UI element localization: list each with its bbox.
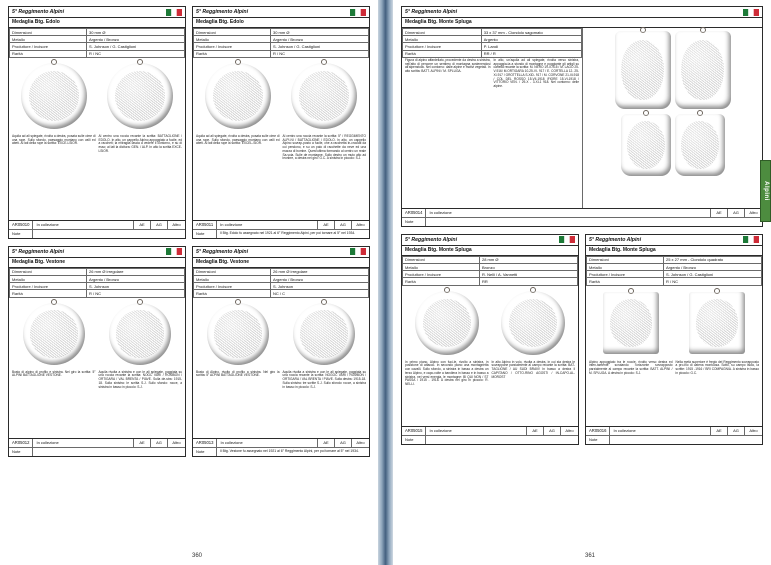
note-text: Il Btg. Vestone fu assegnato nel 1921 al 6° Reggimento Alpini, per poi tornare al 5° nel 1934. — [220, 448, 359, 453]
spec-label: Produttore / Incisore — [587, 271, 664, 278]
card-title: 5° Reggimento Alpini — [405, 236, 458, 243]
spec-value: Argento — [481, 36, 581, 43]
spec-value: Argento / Bronzo — [271, 36, 369, 43]
code-row — [402, 208, 762, 217]
spec-label: Dimensioni — [194, 29, 271, 36]
spec-row — [403, 43, 582, 50]
spec-row — [194, 29, 369, 36]
spec-row — [194, 283, 369, 290]
spec-label: Produttore / Incisore — [10, 283, 87, 290]
medal-images — [9, 298, 185, 370]
medal-images — [193, 58, 369, 134]
spec-value: RR — [480, 278, 578, 285]
description-obverse: Figura di alpino affardellato, procedente da destra a sinistra, nell'atto di percorre un sentiero di montagna sostenendosi all'alpenstock. Nel contorno: dalle alpine e motivi vegetali. In alto scritta: BATT. ALPINI / M. SPLUGA. — [405, 57, 491, 74]
card-title: 5° Reggimento Alpini — [589, 236, 642, 243]
description-reverse: Nella metà superiore è fregio del Reggimento sovrapposto a pro-filo di catena montuosa. Sotto, su campo liscio, la scritte: 1915 -1916 / BRI COMPAGNIA. A sinistra in basso in piccolo: G.C. — [675, 359, 759, 375]
metal-ae-cell[interactable]: AE — [134, 439, 151, 447]
spec-label: Produttore / Incisore — [403, 43, 482, 50]
spec-value: RR / R — [481, 50, 581, 57]
catalog-code: AR05012 — [9, 439, 33, 447]
note-label: Note — [402, 436, 426, 444]
medal-variant-reverse — [675, 114, 725, 176]
medal-reverse — [675, 289, 759, 358]
spec-row — [403, 36, 582, 43]
card-header — [402, 7, 762, 18]
medal-variant-obverse — [621, 114, 671, 176]
metal-ag-cell[interactable]: AG — [335, 221, 352, 229]
catalog-code: AR05015 — [402, 427, 426, 435]
catalog-card[interactable] — [585, 234, 763, 445]
spec-table — [9, 28, 185, 58]
spec-label: Metallo — [194, 275, 271, 282]
spec-value: 28 mm Ø — [480, 256, 578, 263]
spec-row — [10, 290, 185, 297]
spec-label: Rarità — [194, 50, 271, 57]
code-row — [402, 426, 578, 435]
spec-row — [587, 256, 762, 263]
spec-value: 26 mm Ø irregolare — [87, 268, 185, 275]
card-subtitle: Medaglia Btg. Monte Spluga — [586, 246, 762, 256]
spec-label: Dimensioni — [403, 256, 480, 263]
card-title: 5° Reggimento Alpini — [405, 8, 458, 15]
metal-ae-cell[interactable]: AE — [711, 427, 728, 435]
descriptions — [9, 134, 185, 220]
spec-row — [403, 256, 578, 263]
note-row — [9, 447, 185, 456]
spec-row — [587, 263, 762, 270]
metal-altro-cell[interactable]: Altro — [356, 440, 365, 445]
spec-label: Rarità — [403, 278, 480, 285]
spec-label: Rarità — [403, 50, 482, 57]
note-row — [193, 229, 369, 238]
metal-ae-cell[interactable]: AE — [134, 221, 151, 229]
descriptions — [402, 58, 582, 208]
medal-obverse — [196, 301, 280, 368]
description-reverse: In alto, un'aquila ad ali spiegate, rivolta verso sinistra, appoggia-ta a stondo di montagne e poggiante gli artigli su cartella recante la scritta: M. NERO 19-X-915 / M. LAGO 25-V-916/ M.ORTIGARA 10-25-VI- 917 / E. CORTELLA 12- 25-XI-917 / GROTTELLA S-XID- 917 / M. CORVONE 21-III-918 / COL DEL ROSSO 15-VII-1918 /FIORE 15-VI-1918 / VITTORIO VEN. / 29-X - 3-XI-1 918. Nel contorno: delle alpine. — [493, 57, 579, 89]
spec-label: Dimensioni — [10, 29, 87, 36]
card-title: 5° Reggimento Alpini — [12, 248, 65, 255]
description-reverse: Al centro una roccia recante la scritta: BATTAGLIONE / EDOLO. In alto, un cappello Alpino appoggiato a fucile, ed a raccheti; la mitraglia lascia a vedere il contorno, e su di esso; ai lati la dicitura: GEN. / ALP. In alto la scritta EXCE-LSIOR. — [98, 133, 182, 153]
spec-value: R / NC — [87, 50, 185, 57]
medal-reverse — [98, 301, 182, 368]
catalog-card[interactable] — [192, 246, 370, 457]
metal-ag-cell[interactable]: AG — [335, 439, 352, 447]
left-page-bottom-row — [8, 246, 370, 457]
description-obverse: In primo piano, Alpino con fuci-le, rivolto a sinistra, in posizione di attacco. In secondo piano una montagnetta con cavalli. Sullo sfondo, a sinistra in basso a destra un terzo Alpino, e capo-volte a bandiera in basso e in basso a sinistra, nei versi energia, le montagne: BI QUI NON / ST PASSA / 1915 - 1918. A destra nel giro in piccolo: R. NELLI. — [405, 359, 489, 387]
code-row — [9, 438, 185, 447]
card-header — [193, 7, 369, 18]
spec-row — [194, 43, 369, 50]
in-collection-label[interactable]: In collezione — [426, 209, 711, 217]
medal-images-bottom — [586, 114, 759, 176]
description-obverse: Aquila ad ali spiegate, rivolta a destra, posata sulle cime di una rupe. Sullo sfondo, paesaggio montano con valli ed abeti. Ai lati della rupe la scritta: EXCE-LSIOR. — [12, 133, 96, 146]
medal-images-top — [586, 31, 759, 109]
spec-value: R / NC — [664, 278, 762, 285]
in-collection-label[interactable]: In collezione — [33, 439, 134, 447]
note-text — [610, 436, 762, 444]
spec-value: R / NC — [87, 290, 185, 297]
spec-table — [402, 256, 578, 286]
spec-row — [403, 50, 582, 57]
description-reverse: In alto Alpino in volo, rivolta a destra, in cui sta destra le sovrappone parzialmente al campo recante la scritta: BAT-TAGLIONE / AU SUDI BRAVI! In basso a destra il CAPITANO / OTTO-RINO AGOSTI / IN-CAPO-AL-MOROST — [491, 359, 575, 379]
note-label: Note — [402, 218, 426, 226]
metal-altro-cell[interactable]: Altro — [749, 428, 758, 433]
section-tab-label: Alpini — [762, 181, 769, 201]
spec-value: S. Johnson / G. Castiglioni — [87, 43, 185, 50]
catalog-card[interactable] — [8, 246, 186, 457]
metal-ae-cell[interactable]: AE — [318, 439, 335, 447]
spec-label: Dimensioni — [10, 268, 87, 275]
catalog-code: AR05011 — [193, 221, 217, 229]
description-obverse: Aquila ad ali spiegate, rivolta a destra, posata sulle cime di una rupe. Sullo sfondo, paesaggio montano con valli ed abeti. Ai lati della rupe la scritta: EXCEL-SIOR. — [196, 133, 280, 146]
note-label: Note — [9, 448, 33, 456]
right-page-bottom-row — [401, 234, 763, 445]
card-subtitle: Medaglia Btg. Vestone — [193, 258, 369, 268]
metal-altro-cell[interactable]: Altro — [749, 210, 758, 216]
medal-images — [402, 286, 578, 360]
spec-row — [194, 36, 369, 43]
spec-row — [194, 268, 369, 275]
medal-obverse — [405, 289, 489, 358]
descriptions — [586, 360, 762, 426]
catalog-card[interactable] — [401, 234, 579, 445]
spec-row — [403, 278, 578, 285]
note-label: Note — [193, 230, 217, 238]
spec-value: 25 x 27 mm - Ciondolo quadrato — [664, 256, 762, 263]
metal-ae-cell[interactable]: AE — [711, 209, 728, 217]
in-collection-label[interactable]: In collezione — [33, 221, 134, 229]
description-obverse: Busto di alpino di profilo e sinistra. Nel giro la scritta: 5° ALPINI BATTAGLIONE VESTONE. — [12, 369, 96, 378]
code-row — [193, 220, 369, 229]
spec-value: S. Johnson — [271, 283, 369, 290]
spec-value: Argento / Bronzo — [271, 275, 369, 282]
medal-obverse — [12, 61, 96, 132]
metal-ae-cell[interactable]: AE — [318, 221, 335, 229]
page-number-right: 361 — [584, 553, 595, 559]
italy-flag-icon — [559, 236, 575, 243]
spec-row — [194, 290, 369, 297]
spec-value: R / NC — [271, 50, 369, 57]
metal-ag-cell[interactable]: AG — [728, 209, 745, 217]
catalog-code: AR05013 — [193, 439, 217, 447]
medal-images — [193, 298, 369, 370]
metal-altro-cell[interactable]: Altro — [565, 428, 574, 433]
spec-label: Rarità — [10, 50, 87, 57]
medal-reverse — [98, 61, 182, 132]
note-label: Note — [9, 230, 33, 238]
card-header — [9, 7, 185, 18]
spec-table — [586, 256, 762, 286]
italy-flag-icon — [743, 236, 759, 243]
card-subtitle: Medaglia Btg. Edolo — [9, 18, 185, 28]
code-row — [9, 220, 185, 229]
spec-row — [194, 50, 369, 57]
section-tab-alpini[interactable] — [760, 160, 771, 222]
spec-table — [193, 28, 369, 58]
spec-label: Metallo — [403, 36, 482, 43]
spec-label: Produttore / Incisore — [194, 43, 271, 50]
metal-ag-cell[interactable]: AG — [151, 221, 168, 229]
spec-table — [193, 268, 369, 298]
catalog-card[interactable] — [8, 6, 186, 239]
note-row — [586, 435, 762, 444]
card-header — [9, 247, 185, 258]
italy-flag-icon — [166, 248, 182, 255]
spec-label: Metallo — [10, 36, 87, 43]
spec-label: Dimensioni — [194, 268, 271, 275]
note-text — [426, 436, 578, 444]
medal-obverse — [12, 301, 96, 368]
description-obverse: Alpino appoggiato tra le roccie, rivolto verso destra ed inten-tamente scrutando l'orizzonte sovrapposto parzialmente al campo recante la scritta: BATT. ALPINI / M. SPLUGA. A destra in piccolo: S.J. — [589, 359, 673, 375]
card-subtitle: Medaglia Btg. Monte Spluga — [402, 18, 762, 28]
metal-ag-cell[interactable]: AG — [151, 439, 168, 447]
catalog-code: AR05014 — [402, 209, 426, 217]
spec-value: Argento / Bronzo — [664, 263, 762, 270]
spec-value: 30 mm Ø — [87, 29, 185, 36]
page-number-left: 360 — [191, 553, 202, 559]
descriptions — [193, 134, 369, 220]
spec-row — [10, 43, 185, 50]
spec-label: Metallo — [403, 263, 480, 270]
spec-row — [10, 29, 185, 36]
spec-label: Dimensioni — [587, 256, 664, 263]
card-subtitle: Medaglia Btg. Monte Spluga — [402, 246, 578, 256]
description-reverse: Aquila rivolta a sinistra e con le ali spiegate, poggiata su una roccia recante la scritta: NOGOC VARI / ROMBON / ORTIGARA / VAL BRENTA / PIAVE. Sulla destra: 1915-18. Sulla sinistra: tre scritte S.J. Sullo sfondo: rocce, a sinistra in basso in piccolo: S.J. — [282, 369, 366, 389]
spec-row — [10, 36, 185, 43]
italy-flag-icon — [743, 9, 759, 16]
in-collection-label[interactable]: In collezione — [217, 221, 318, 229]
spec-value: Argento / Bronzo — [87, 36, 185, 43]
description-reverse: Aquila rivolta a sinistra e con le ali spiegate, poggiata su una roccia recante la scritta: NOGC VARI / ROMBON / ORTIGARA / VAL BRENTA / PIAVE. Sulla de-stra: 1915-18. Sulla sinistra: le scritta S.J. Sullo sfondo: rocce, a sinistra in basso in piccolo: S.J. — [98, 369, 182, 389]
spec-value: Bronzo — [480, 263, 578, 270]
medal-obverse — [615, 31, 671, 109]
metal-altro-cell[interactable]: Altro — [172, 440, 181, 445]
card-header — [402, 235, 578, 246]
card-header — [586, 235, 762, 246]
spec-value: P. Landi — [481, 43, 581, 50]
catalog-code: AR05010 — [9, 221, 33, 229]
spec-row — [587, 271, 762, 278]
code-row — [586, 426, 762, 435]
spec-value: 30 mm Ø — [271, 29, 369, 36]
note-label: Note — [586, 436, 610, 444]
spec-value: S. Johnson / G. Castiglioni — [271, 43, 369, 50]
note-text: Il Btg. Edolo fu assegnato nel 1921 al 6° Reggimento Alpini, per poi tornare al 5° nel 1934. — [220, 230, 356, 235]
metal-ag-cell[interactable]: AG — [728, 427, 745, 435]
spec-value: S. Johnson — [87, 283, 185, 290]
spec-value: 26 mm Ø irregolare — [271, 268, 369, 275]
card-subtitle: Medaglia Btg. Vestone — [9, 258, 185, 268]
catalog-card[interactable] — [192, 6, 370, 239]
card-title: 5° Reggimento Alpini — [196, 8, 249, 15]
metal-ae-cell[interactable]: AE — [527, 427, 544, 435]
left-page-top-row — [8, 6, 370, 239]
italy-flag-icon — [350, 248, 366, 255]
spec-value: NC / C — [271, 290, 369, 297]
italy-flag-icon — [350, 9, 366, 16]
spec-table — [9, 268, 185, 298]
card-title: 5° Reggimento Alpini — [196, 248, 249, 255]
in-collection-label[interactable]: In collezione — [426, 427, 527, 435]
note-text — [426, 218, 762, 226]
medal-reverse — [282, 61, 366, 132]
catalog-code: AR05016 — [586, 427, 610, 435]
spec-row — [10, 283, 185, 290]
left-page — [0, 0, 378, 565]
spec-label: Dimensioni — [403, 29, 482, 36]
note-row — [402, 435, 578, 444]
italy-flag-icon — [166, 9, 182, 16]
card-title: 5° Reggimento Alpini — [12, 8, 65, 15]
spec-label: Produttore / Incisore — [10, 43, 87, 50]
medal-images — [9, 58, 185, 134]
description-obverse: Busto di Alpino, rivolto di profilo a sinistra. Nel giro la scritta: 5° ALPINI BATTAGLIONE VESTONE. — [196, 369, 280, 378]
medal-obverse — [196, 61, 280, 132]
descriptions — [193, 370, 369, 438]
spec-value: S. Johnson / G. Castiglioni — [664, 271, 762, 278]
spec-row — [10, 275, 185, 282]
spec-label: Rarità — [587, 278, 664, 285]
medal-reverse — [491, 289, 575, 358]
spec-table — [402, 28, 582, 58]
medal-obverse — [589, 289, 673, 358]
spec-label: Rarità — [194, 290, 271, 297]
medal-reverse — [282, 301, 366, 368]
spec-value: 33 x 37 mm - Ciondolo sagomato — [481, 29, 581, 36]
spec-row — [194, 275, 369, 282]
spec-label: Rarità — [10, 290, 87, 297]
spec-value: R. Nelli / A. Vannetti — [480, 271, 578, 278]
card-subtitle: Medaglia Btg. Edolo — [193, 18, 369, 28]
medal-images — [586, 286, 762, 360]
spec-label: Metallo — [587, 263, 664, 270]
in-collection-label[interactable]: In collezione — [610, 427, 711, 435]
descriptions — [9, 370, 185, 438]
spec-label: Produttore / Incisore — [194, 283, 271, 290]
note-row — [9, 229, 185, 238]
medal-reverse — [675, 31, 731, 109]
spec-label: Metallo — [10, 275, 87, 282]
spec-value: Argento / Bronzo — [87, 275, 185, 282]
spec-row — [403, 263, 578, 270]
descriptions — [402, 360, 578, 426]
metal-ag-cell[interactable]: AG — [544, 427, 561, 435]
right-page — [393, 0, 771, 565]
spec-row — [10, 268, 185, 275]
spec-label: Metallo — [194, 36, 271, 43]
book-gutter — [378, 0, 393, 565]
note-label: Note — [193, 448, 217, 456]
note-row — [402, 217, 762, 226]
note-row — [193, 447, 369, 456]
spec-row — [10, 50, 185, 57]
spec-label: Produttore / Incisore — [403, 271, 480, 278]
metal-altro-cell[interactable]: Altro — [356, 222, 365, 228]
description-reverse: Al centro una roccia recante la scritta: 5° / REGGIMENTO ALPI-NI / BATTAGLIONE / EDOLO. In alto, un cappello Alpino sovrap-posto a fucile, che a racchetta in-crociati da cui pendono, e su un paio di racchette da neve ed una mazza di bombe. Quest'ultima formando al centro un reale Sa-voia. Sulle de montagne. Sullo destro un muto alto ad leonbre, a destra nel giro: G.C. A sinistra in piccolo: S.J. — [282, 133, 366, 161]
spec-row — [587, 278, 762, 285]
note-text — [33, 230, 185, 238]
in-collection-label[interactable]: In collezione — [217, 439, 318, 447]
note-text — [33, 448, 185, 456]
code-row — [193, 438, 369, 447]
spec-row — [403, 29, 582, 36]
catalog-card[interactable] — [401, 6, 763, 227]
spec-row — [403, 271, 578, 278]
metal-altro-cell[interactable]: Altro — [172, 222, 181, 228]
card-header — [193, 247, 369, 258]
